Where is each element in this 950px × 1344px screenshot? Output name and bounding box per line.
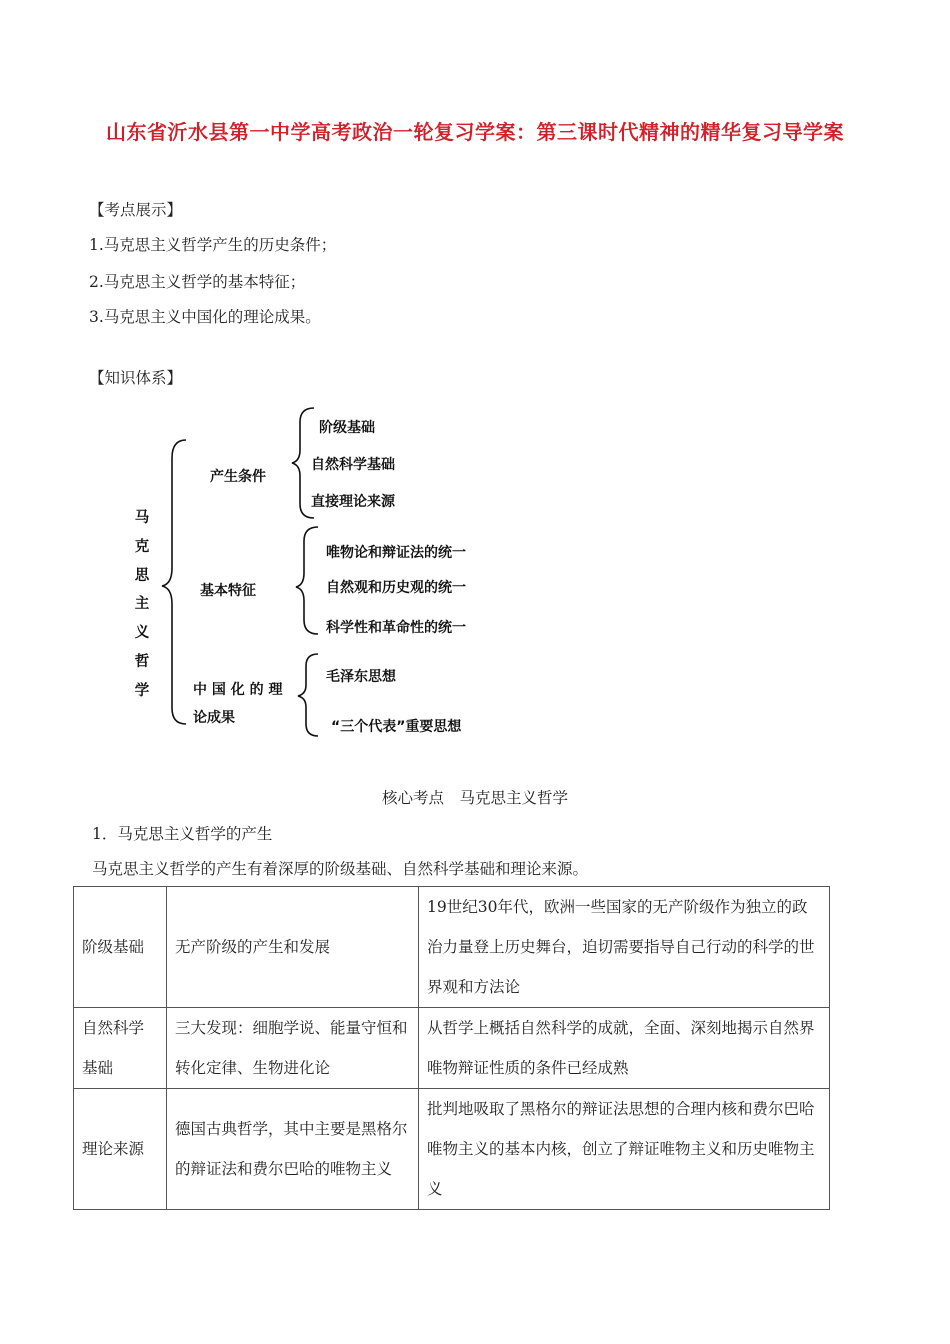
branch-3-label-line2: 论成果 [193,710,235,726]
table-cell: 从哲学上概括自然科学的成就，全面、深刻地揭示自然界唯物辩证性质的条件已经成熟 [419,1008,830,1089]
table-row [74,1089,830,1210]
table-row [74,1008,830,1089]
core-intro: 马克思主义哲学的产生有着深厚的阶级基础、自然科学基础和理论来源。 [92,860,589,878]
branch-2-item-3: 科学性和革命性的统一 [326,620,466,636]
kaodian-item-2: 2.马克思主义哲学的基本特征； [89,273,306,291]
table-cell: 阶级基础 [74,887,167,1008]
table-cell: 自然科学基础 [74,1008,167,1089]
table-cell: 德国古典哲学，其中主要是黑格尔的辩证法和费尔巴哈的唯物主义 [167,1089,419,1210]
table-cell: 理论来源 [74,1089,167,1210]
origin-table [73,886,830,1210]
branch-1-item-2: 自然科学基础 [311,457,395,473]
page-title: 山东省沂水县第一中学高考政治一轮复习学案：第三课时代精神的精华复习导学案 [106,120,844,144]
branch-2-item-1: 唯物论和辩证法的统一 [326,545,466,561]
branch-1-item-1: 阶级基础 [319,420,375,436]
branch-3-item-2: “三个代表”重要思想 [331,719,462,735]
kaodian-item-3: 3.马克思主义中国化的理论成果。 [89,308,321,326]
branch-3-item-1: 毛泽东思想 [326,669,396,685]
branch-1-label: 产生条件 [210,469,266,485]
table-cell: 三大发现：细胞学说、能量守恒和转化定律、生物进化论 [167,1008,419,1089]
branch-1-item-3: 直接理论来源 [311,494,395,510]
branch-2-item-2: 自然观和历史观的统一 [326,580,466,596]
table-cell: 19世纪30年代，欧洲一些国家的无产阶级作为独立的政治力量登上历史舞台，迫切需要指导自己行动的科学的世界观和方法论 [419,887,830,1008]
core-heading: 核心考点 马克思主义哲学 [381,789,568,807]
tixi-heading: 【知识体系】 [89,369,183,387]
branch-3-brace [298,654,318,736]
diagram-root-label: 马克思主义哲学 [134,510,150,699]
branch-2-label: 基本特征 [200,583,256,599]
branch-2-brace [296,527,318,634]
kaodian-heading: 【考点展示】 [89,201,183,219]
branch-3-label-line1: 中 国 化 的 理 [193,682,283,698]
core-subheading: 1．马克思主义哲学的产生 [92,825,273,843]
root-brace [162,440,186,724]
table-cell: 批判地吸取了黑格尔的辩证法思想的合理内核和费尔巴哈唯物主义的基本内核，创立了辩证唯物主义和历史唯物主义 [419,1089,830,1210]
kaodian-item-1: 1.马克思主义哲学产生的历史条件； [89,236,337,254]
table-row [74,887,830,1008]
table-cell: 无产阶级的产生和发展 [167,887,419,1008]
